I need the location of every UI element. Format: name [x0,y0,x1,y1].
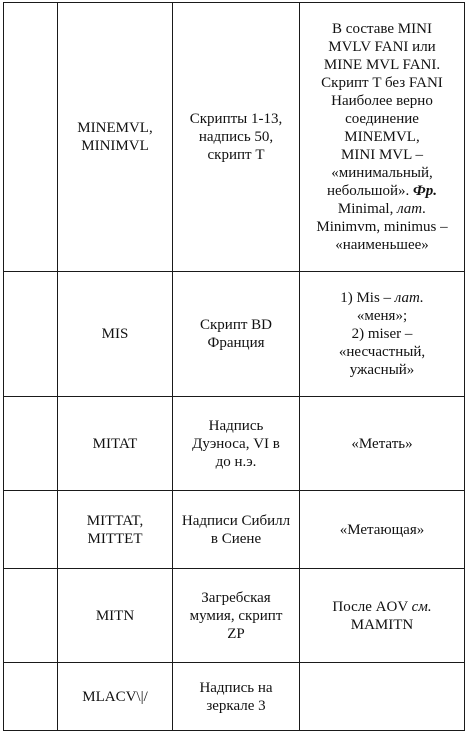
meaning-line: MVLV FANI или [328,39,436,55]
word-cell [58,397,173,491]
meaning-cell [300,663,465,731]
word-line: MITAT [92,435,138,452]
meaning-line: Скрипт T без FANI [321,75,443,91]
row-number-cell [4,272,58,397]
meaning-line: MAMITN [350,616,414,633]
language-abbrev: лат. [394,290,424,306]
source-line: до н.э. [215,453,257,470]
meaning-line: «Метать» [351,435,413,452]
language-abbrev: Фр. [413,183,438,199]
word-line: MINIMVL [81,138,149,154]
meaning-line: MINE MVL FANI. [323,57,441,73]
source-line: надпись 50, [198,129,274,145]
cross-reference-abbrev: см. [411,598,432,615]
dictionary-table [3,2,465,731]
source-line: ZP [227,625,245,642]
source-cell [173,491,300,569]
source-line: Скрипт BD [200,317,272,333]
source-line: мумия, скрипт [189,607,283,624]
meaning-text: 1) Mis – [340,290,395,306]
meaning-line: «меня»; [356,308,408,324]
table-row [4,491,465,569]
word-cell [58,272,173,397]
meaning-line: 2) miser – [351,326,413,342]
meaning-line: MINI MVL – [341,147,423,163]
source-cell [173,663,300,731]
meaning-line: «минимальный, [331,165,433,181]
meaning-line: соединение [345,111,419,127]
meaning-line: MINEMVL, [344,129,420,145]
row-number-cell [4,663,58,731]
source-line: Скрипты 1-13, [189,111,283,127]
row-number-cell [4,397,58,491]
table-row [4,663,465,731]
meaning-line: «несчастный, [338,344,426,360]
word-line: MITN [95,607,135,624]
source-line: Надпись на [199,679,273,696]
word-cell [58,3,173,272]
source-line: зеркале 3 [206,697,266,714]
table-row [4,3,465,272]
meaning-line: Наиболее верно [331,93,433,109]
meaning-line: Minimvm, minimus – [316,219,448,235]
meaning-line [304,200,460,218]
word-line: MLACV\|/ [82,688,148,705]
table-row [4,272,465,397]
source-line: Надпись [208,417,264,434]
meaning-line [304,182,460,200]
row-number-cell [4,569,58,663]
source-line: Дуэноса, VI в [192,435,280,452]
language-abbrev: лат. [397,201,427,217]
source-line: Франция [207,335,265,351]
table-row [4,397,465,491]
meaning-line: ужасный» [349,362,415,378]
source-cell [173,272,300,397]
meaning-text: Minimal, [337,201,398,217]
source-line: в Сиене [210,530,262,547]
meaning-cell [300,491,465,569]
word-line: MITTET [87,530,143,547]
meaning-cell [300,569,465,663]
word-line: MIS [101,326,129,342]
meaning-line: В составе MINI [332,21,432,37]
meaning-line [304,598,460,616]
meaning-cell [300,397,465,491]
source-line: Загребская [201,589,271,606]
word-cell [58,569,173,663]
source-line: скрипт T [207,147,265,163]
meaning-text: После AOV [332,598,412,615]
meaning-cell [300,272,465,397]
word-line: MINEMVL, [77,120,153,136]
meaning-cell [300,3,465,272]
row-number-cell [4,3,58,272]
meaning-text: небольшой». [326,183,413,199]
source-cell [173,569,300,663]
source-line: Надписи Сибилл [181,512,291,529]
table-row [4,569,465,663]
meaning-line: «Метающая» [339,521,425,538]
word-cell [58,663,173,731]
word-line: MITTAT, [86,512,144,529]
row-number-cell [4,491,58,569]
meaning-line: «наименьшее» [335,237,429,253]
meaning-line [304,289,460,307]
source-cell [173,397,300,491]
word-cell [58,491,173,569]
source-cell [173,3,300,272]
